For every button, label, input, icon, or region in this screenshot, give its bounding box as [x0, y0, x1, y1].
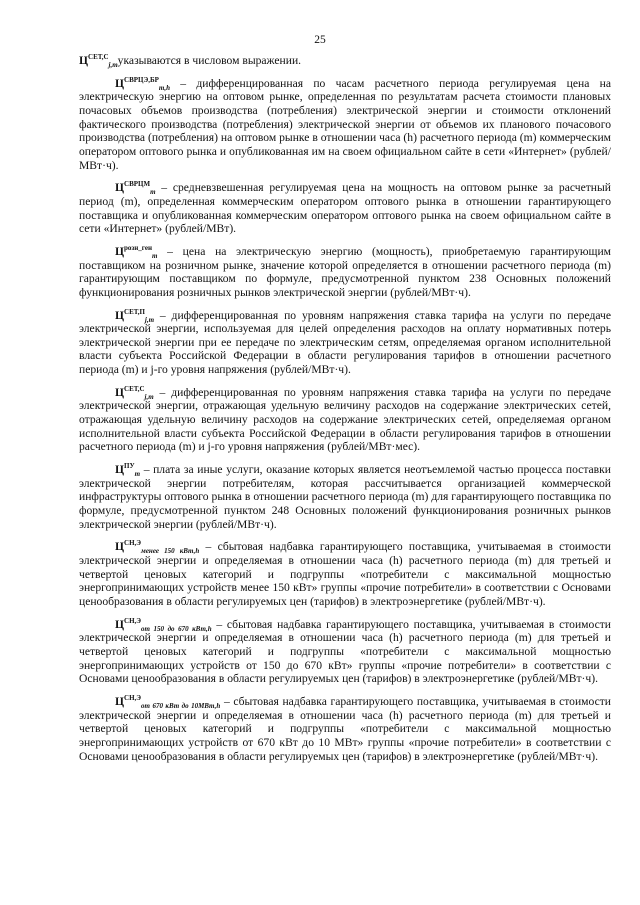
symbol-base: Ц — [115, 617, 125, 631]
definition-paragraph-9 — [79, 618, 611, 686]
symbol-base: Ц — [115, 308, 125, 322]
definition-text: – средневзвешенная регулируемая цена на мощность на оптовом рынке за расчетный период (m), определенная коммерческим оператором оптового рынка в отношении гарантирующего поставщика и опубликованная коммерческим оператором оптового рынка на своем официальном сайте в сети «Интернет» (рублей/МВт). — [79, 181, 611, 236]
symbol-superscript: СН,Э — [124, 539, 142, 548]
symbol-subscript: менее 150 кВт,h — [141, 547, 200, 556]
formula-symbol — [115, 386, 154, 399]
definition-text: – плата за иные услуги, оказание которых является неотъемлемой частью процесса поставки электрической энергии потребителям, которая рассчитывается организацией коммерческой инфраструктуры оптового рынка в отношении расчетного периода (m) для гарантирующего поставщика по формуле, предусмотренной пунктом 248 Основных положений функционирования розничных рынков электрической энергии (рублей/МВт·ч). — [79, 463, 611, 531]
symbol-superscript: СЕТ,С — [88, 53, 109, 61]
definition-paragraph-5 — [79, 309, 611, 377]
definition-text: – сбытовая надбавка гарантирующего поставщика, учитываемая в стоимости электрической энергии и определяемая в отношении часа (h) расчетного периода (m) для третьей и четвертой ценовых категорий и подгруппы «потребители с максимальной мощностью энергопринимающих устройств менее 150 кВт» группы «прочие потребители» в соответствии с Основами ценообразования в области регулируемых цен (тарифов) в электроэнергетике (рублей/МВт·ч). — [79, 540, 611, 608]
symbol-superscript: СЕТ,С — [124, 384, 145, 393]
symbol-superscript: СН,Э — [124, 616, 142, 625]
definition-paragraph-2 — [79, 77, 611, 173]
formula-symbol — [115, 539, 200, 556]
definition-text: указываются в числовом выражении. — [117, 54, 302, 67]
definition-paragraph-6 — [79, 386, 611, 454]
definition-text: – сбытовая надбавка гарантирующего поставщика, учитываемая в стоимости электрической энергии и определяемая в отношении часа (h) расчетного периода (m) для третьей и четвертой ценовых категорий и подгруппы «потребители с максимальной мощностью энергопринимающих устройств от 670 кВт до 10 МВт» группы «прочие потребители» в соответствии с Основами ценообразования в области регулируемых цен (тарифов) в электроэнергетике (рублей/МВт·ч). — [79, 694, 611, 763]
symbol-superscript: СЕТ,П — [124, 307, 145, 316]
symbol-base: Ц — [115, 76, 125, 90]
symbol-superscript: СН,Э — [124, 693, 142, 702]
symbol-base: Ц — [115, 540, 125, 554]
definition-text: – дифференцированная по уровням напряжения ставка тарифа на услуги по передаче электрической энергии, используемая для целей определения расходов на оплату нормативных потерь электрической энергии при ее передаче по электрическим сетям, определяемая органом исполнительной власти субъекта Российской Федерации в области регулирования тарифов в отношении расчетного периода (m) и j-го уровня напряжения (рублей/МВт·ч). — [79, 308, 611, 377]
symbol-subscript: j,m — [144, 392, 154, 401]
definition-paragraph-3 — [79, 181, 611, 236]
symbol-base: Ц — [115, 694, 125, 708]
definition-text: – сбытовая надбавка гарантирующего поставщика, учитываемая в стоимости электрической энергии и определяемая в отношении часа (h) расчетного периода (m) для третьей и четвертой ценовых категорий и подгруппы «потребители с максимальной мощностью энергопринимающих устройств от 150 до 670 кВт» группы «прочие потребители» в соответствии с Основами ценообразования в области регулируемых цен (тарифов) в электроэнергетике (рублей/МВт·ч). — [79, 617, 611, 686]
symbol-base: Ц — [115, 181, 125, 195]
symbol-superscript: розн_ген — [124, 243, 152, 252]
formula-symbol — [115, 309, 154, 322]
symbol-superscript: ПУ — [124, 462, 135, 471]
formula-symbol — [115, 618, 212, 631]
definition-text: – дифференцированная по часам расчетного периода регулируемая цена на электрическую энергию на оптовом рынке, определенная по результатам расчета стоимости плановых почасовых объемов производства (потребления) электрической энергии и стоимости отклонений фактического производства (потребления) электрической энергии от объемов их планового почасового производства (потребления) на оптовом рынке в отношении часа (h) расчетного периода (m) коммерческим оператором оптового рынка и опубликованная им на своем официальном сайте в сети «Интернет» (рублей/МВт·ч). — [79, 76, 611, 172]
symbol-base: Ц — [115, 244, 125, 258]
page-number: 25 — [314, 34, 326, 46]
definition-paragraph-7 — [79, 463, 611, 531]
symbol-subscript: j,m — [108, 61, 118, 69]
definition-paragraph-10 — [79, 695, 611, 763]
formula-symbol — [115, 245, 157, 258]
document-body — [79, 54, 611, 763]
definition-text: – цена на электрическую энергию (мощность), приобретаемую гарантирующим поставщиком на розничном рынке, значение которой определяется в отношении расчетного периода (m) гарантирующим поставщиком по формуле, предусмотренной пунктом 238 Основных положений функционирования розничных рынков электрической энергии (рублей/МВт·ч). — [79, 244, 611, 299]
symbol-subscript: m — [134, 470, 141, 479]
formula-symbol — [115, 77, 170, 90]
symbol-subscript: m — [152, 251, 158, 260]
symbol-superscript: СВРЦЭ,БР — [124, 75, 159, 84]
definition-paragraph-4 — [79, 245, 611, 300]
symbol-superscript: СВРЦМ — [124, 180, 151, 189]
symbol-subscript: от 150 до 670 кВт,h — [141, 624, 212, 633]
formula-symbol — [115, 180, 156, 197]
symbol-base: Ц — [115, 385, 125, 399]
symbol-base: Ц — [79, 54, 89, 67]
symbol-subscript: m — [150, 188, 156, 197]
definition-paragraph-1 — [79, 54, 611, 68]
definition-text: – дифференцированная по уровням напряжения ставка тарифа на услуги по передаче электрической энергии, отражающая удельную величину расходов на содержание электрических сетей, отражающая удельную величину расходов на содержание электрических сетей, определяемая органом исполнительной власти субъекта Российской Федерации в области регулирования тарифов в отношении расчетного периода (m) и j-го уровня напряжения (рублей/МВт·мес). — [79, 385, 611, 454]
symbol-subscript: j,m — [144, 315, 155, 324]
definition-paragraph-8 — [79, 540, 611, 608]
symbol-subscript: от 670 кВт до 10МВт,h — [141, 701, 221, 710]
formula-symbol — [115, 462, 141, 479]
symbol-base: Ц — [115, 463, 125, 477]
formula-symbol — [79, 54, 118, 67]
formula-symbol — [115, 695, 220, 708]
symbol-subscript: m,h — [158, 83, 170, 92]
